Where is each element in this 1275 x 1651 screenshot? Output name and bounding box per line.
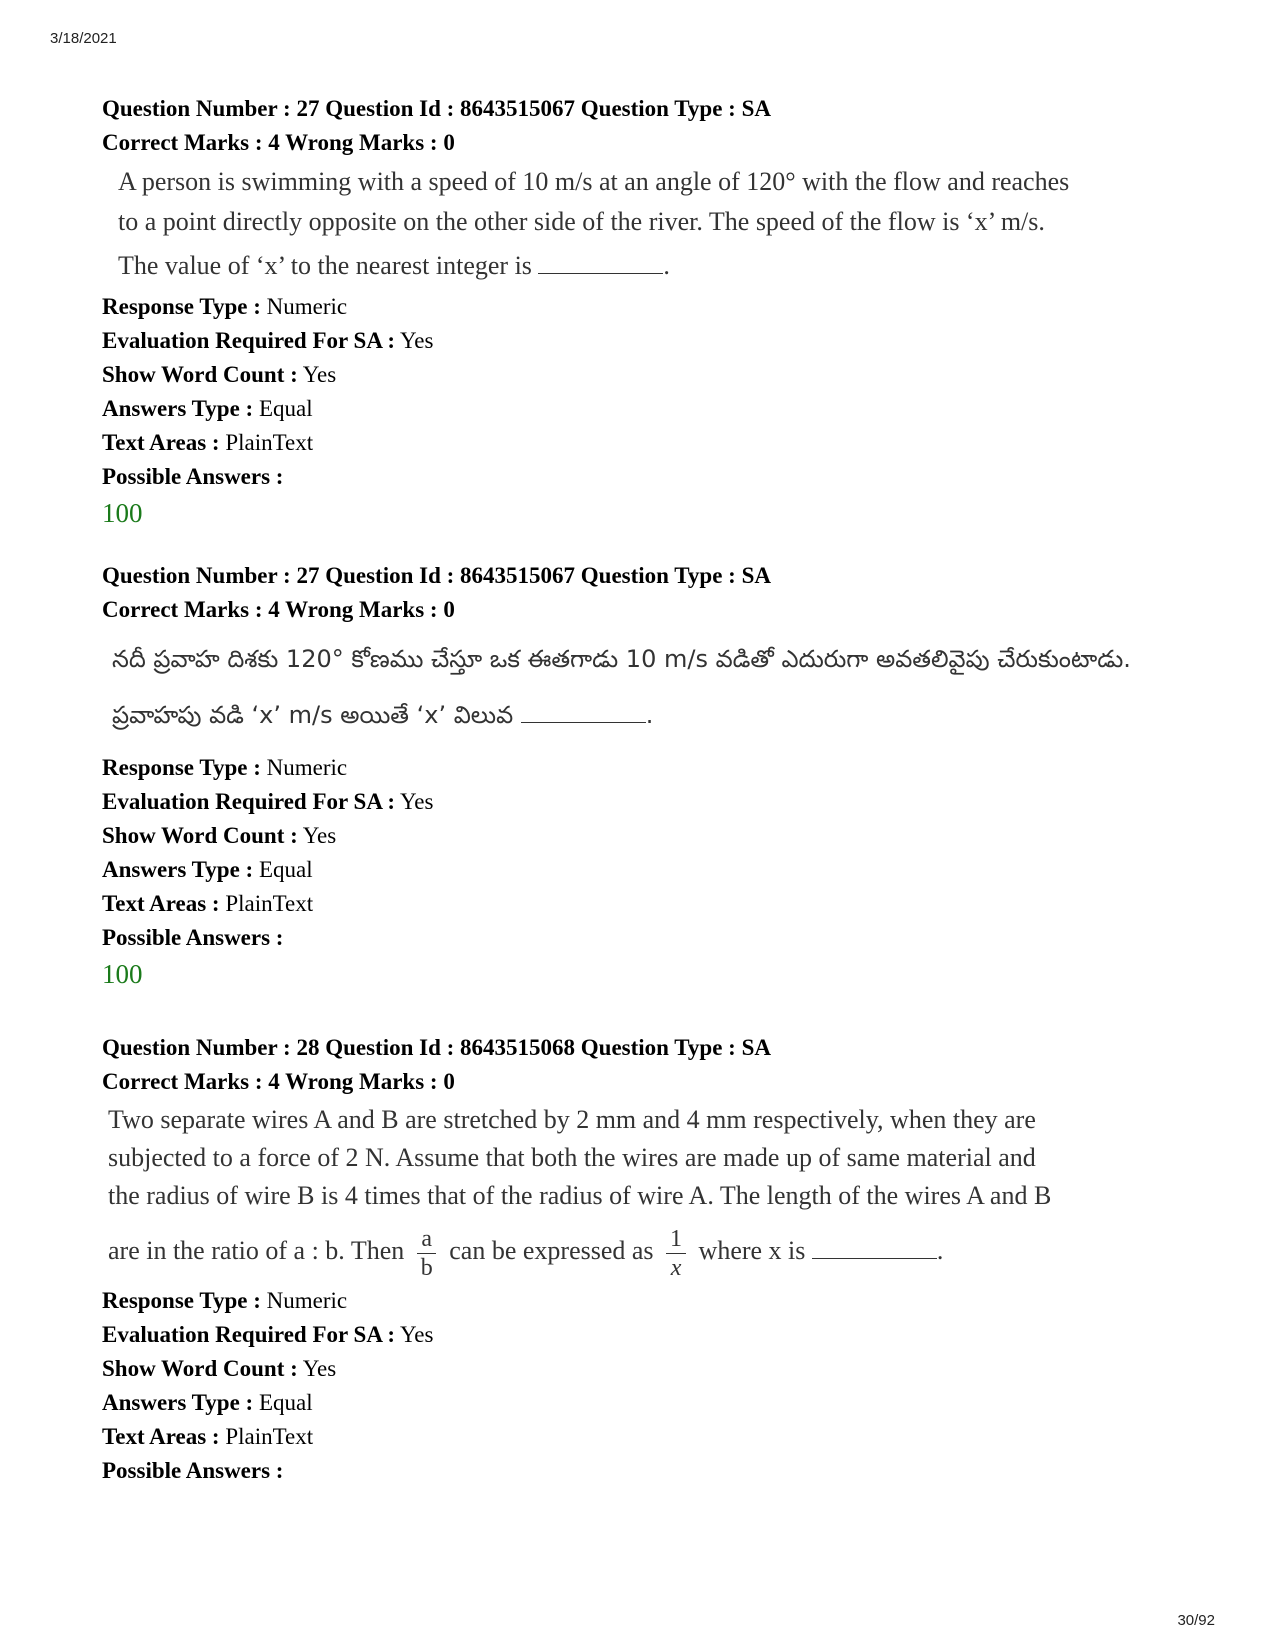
question-line-text: The value of ‘x’ to the nearest integer is	[118, 251, 532, 280]
field-key: Evaluation Required For SA :	[102, 1321, 396, 1347]
field-possible-answers	[102, 921, 1222, 955]
question-fields	[102, 290, 1222, 532]
page-number: 30/92	[1177, 1612, 1215, 1629]
possible-answer: 100	[102, 959, 143, 989]
field-value: Yes	[400, 789, 434, 814]
field-answers-type	[102, 853, 1222, 887]
question-line: to a point directly opposite on the other side of the river. The speed of the flow is ‘x’ m/s.	[118, 207, 1045, 236]
field-key: Show Word Count :	[102, 823, 298, 848]
question-text	[112, 631, 1222, 743]
field-response-type	[102, 751, 1222, 785]
field-evaluation	[102, 1318, 1222, 1352]
field-value: Numeric	[266, 1287, 348, 1313]
field-response-type	[102, 1284, 1222, 1318]
print-date: 3/18/2021	[50, 30, 117, 47]
field-key: Text Areas :	[102, 430, 220, 455]
field-key: Evaluation Required For SA :	[102, 789, 396, 814]
fraction-numerator: 1	[666, 1225, 686, 1254]
field-key: Text Areas :	[102, 891, 220, 916]
marks-meta: Correct Marks : 4 Wrong Marks : 0	[102, 130, 455, 155]
field-evaluation	[102, 785, 1222, 819]
field-answers-type	[102, 1386, 1222, 1420]
field-key: Show Word Count :	[102, 362, 298, 387]
field-answers-type	[102, 392, 1222, 426]
field-key: Possible Answers :	[102, 1457, 284, 1483]
field-word-count	[102, 819, 1222, 853]
possible-answer: 100	[102, 498, 143, 528]
question-fields	[102, 751, 1222, 993]
field-key: Response Type :	[102, 294, 261, 319]
question-line-text: can be expressed as	[449, 1236, 654, 1265]
field-key: Answers Type :	[102, 396, 254, 421]
field-value: Equal	[258, 396, 313, 421]
question-fields	[102, 1284, 1222, 1488]
question-line-end: .	[936, 1236, 944, 1265]
fraction-1-over-x	[666, 1225, 686, 1282]
field-value: Equal	[258, 1389, 313, 1415]
answer-blank	[812, 1236, 937, 1259]
field-value: Yes	[302, 1355, 337, 1381]
question-text	[118, 162, 1218, 286]
question-text	[108, 1101, 1208, 1282]
field-value: Equal	[258, 857, 313, 882]
question-block-2	[102, 559, 1222, 993]
question-line: the radius of wire B is 4 times that of the radius of wire A. The length of the wires A and B	[108, 1181, 1052, 1210]
field-value: PlainText	[225, 430, 314, 455]
field-word-count	[102, 1352, 1222, 1386]
field-key: Answers Type :	[102, 857, 254, 882]
field-value: PlainText	[225, 1423, 314, 1449]
field-text-areas	[102, 887, 1222, 921]
fraction-denominator: b	[420, 1254, 433, 1281]
fraction-denominator: x	[670, 1254, 682, 1281]
question-line: A person is swimming with a speed of 10 m/s at an angle of 120° with the flow and reaches	[118, 167, 1070, 196]
question-meta: Question Number : 28 Question Id : 8643515068 Question Type : SA	[102, 1035, 771, 1060]
fraction-numerator: a	[417, 1225, 436, 1254]
field-value: Yes	[400, 328, 434, 353]
question-block-1	[102, 92, 1222, 532]
field-value: PlainText	[225, 891, 314, 916]
field-key: Possible Answers :	[102, 925, 284, 950]
question-line-end: .	[663, 251, 670, 280]
question-line: నదీ ప్రవాహ దిశకు 120° కోణము చేస్తూ ఒక ఈతగాడు 10 m/s వడితో ఎదురుగా అవతలివైపు చేరుకుంటాడు.	[112, 645, 1131, 673]
question-line-text: ప్రవాహపు వడి ‘x’ m/s అయితే ‘x’ విలువ	[112, 701, 514, 729]
field-key: Text Areas :	[102, 1423, 220, 1449]
question-line: subjected to a force of 2 N. Assume that both the wires are made up of same material and	[108, 1143, 1036, 1172]
field-value: Yes	[302, 362, 337, 387]
question-line	[112, 687, 1222, 743]
marks-meta: Correct Marks : 4 Wrong Marks : 0	[102, 1069, 455, 1094]
field-evaluation	[102, 324, 1222, 358]
field-key: Evaluation Required For SA :	[102, 328, 396, 353]
field-key: Show Word Count :	[102, 1355, 298, 1381]
field-word-count	[102, 358, 1222, 392]
field-key: Response Type :	[102, 755, 261, 780]
question-line-text: are in the ratio of a : b. Then	[108, 1236, 405, 1265]
field-value: Yes	[302, 823, 337, 848]
field-text-areas	[102, 426, 1222, 460]
field-key: Response Type :	[102, 1287, 261, 1313]
field-possible-answers	[102, 460, 1222, 494]
fraction-a-over-b	[417, 1225, 437, 1282]
question-line-end: .	[645, 701, 654, 729]
field-text-areas	[102, 1420, 1222, 1454]
question-line: Two separate wires A and B are stretched by 2 mm and 4 mm respectively, when they are	[108, 1105, 1036, 1134]
field-value: Yes	[400, 1321, 434, 1347]
question-meta: Question Number : 27 Question Id : 8643515067 Question Type : SA	[102, 96, 771, 121]
field-value: Numeric	[266, 294, 348, 319]
field-key: Answers Type :	[102, 1389, 254, 1415]
marks-meta: Correct Marks : 4 Wrong Marks : 0	[102, 597, 455, 622]
answer-blank	[538, 251, 663, 274]
question-line-text: where x is	[698, 1236, 806, 1265]
field-value: Numeric	[266, 755, 348, 780]
question-block-3	[102, 1031, 1222, 1488]
question-line	[108, 1221, 1208, 1282]
question-line	[118, 246, 1218, 286]
question-meta: Question Number : 27 Question Id : 8643515067 Question Type : SA	[102, 563, 771, 588]
field-key: Possible Answers :	[102, 464, 284, 489]
answer-blank	[521, 700, 646, 723]
field-possible-answers	[102, 1454, 1222, 1488]
field-response-type	[102, 290, 1222, 324]
